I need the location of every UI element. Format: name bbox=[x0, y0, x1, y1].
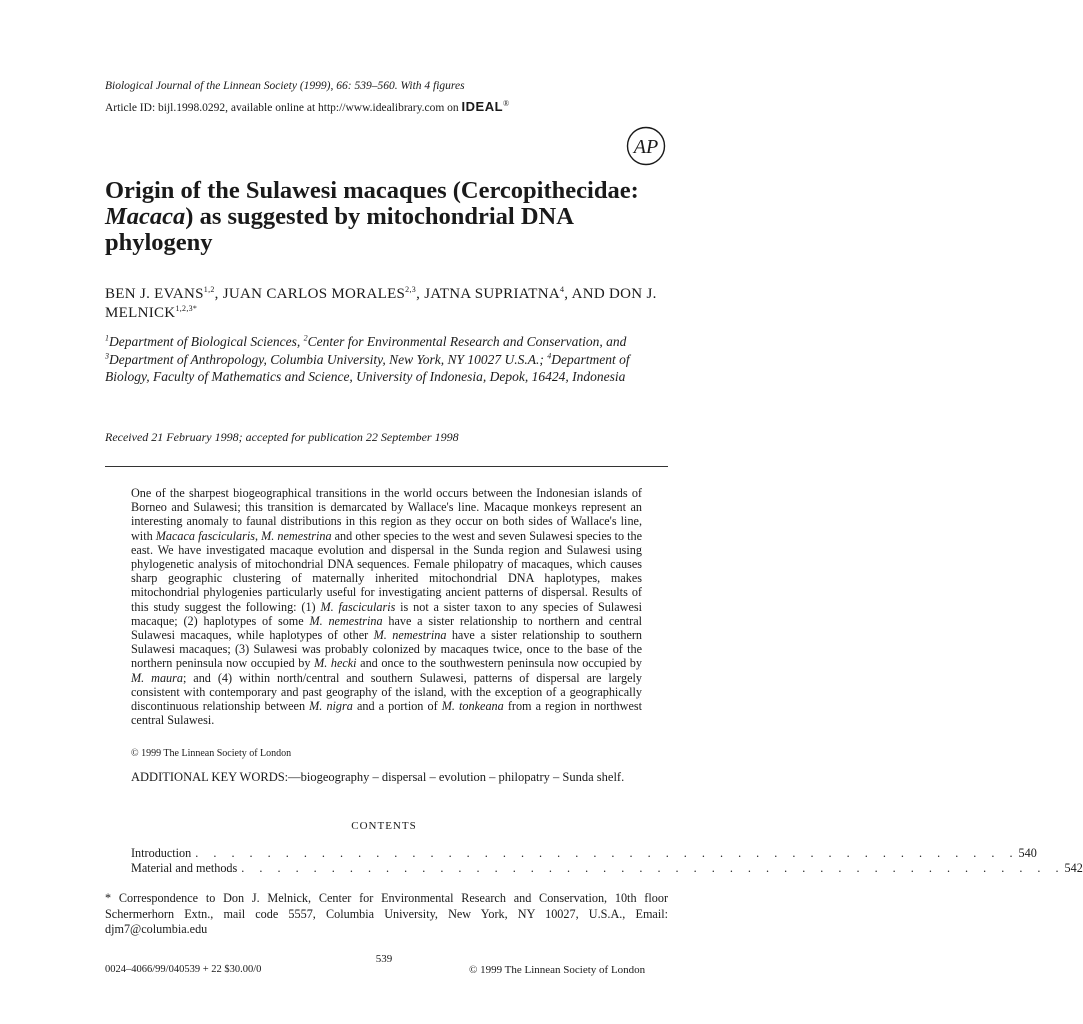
affiliation-mark: 2 bbox=[303, 333, 308, 343]
toc-label: Material and methods bbox=[131, 861, 238, 875]
author-affiliation-mark: 1,2,3* bbox=[175, 304, 198, 313]
author-name: AND DON J. MELNICK bbox=[105, 286, 657, 321]
author-name: JATNA SUPRIATNA bbox=[424, 286, 560, 302]
author-list: BEN J. EVANS$^{1,2}$, JUAN CARLOS MORALES$^{2,3}$, JATNA SUPRIATNA$^4$, AND DON J. $MELNICK^{1,2,3*}$ bbox=[105, 285, 657, 321]
article-code: 0024–4066/99/040539 + 22 $30.00/0 bbox=[105, 964, 262, 975]
correspondence-note: * Correspondence to Don J. Melnick, Center for Environmental Research and Conservation, 10th floor Schermerhorn Extn., mail code 5557, Columbia University, New York, NY 10027, U.S.A., Email: djm7@columbia.edu bbox=[105, 891, 668, 936]
author-affiliation-mark: 1,2 bbox=[203, 285, 215, 294]
contents-heading: CONTENTS bbox=[351, 820, 417, 832]
affiliations: $^1$Department of Biological Sciences, $^2$Center for Environmental Research and Conservation, and $^3$Department of Anthropology, Columbia University, New York, NY 10027 U.S.A.; $^4$Department of Biology, Faculty of Mathematics and Science, University of Indonesia, Depok, 16424, Indonesia bbox=[105, 333, 630, 384]
ideal-logo: IDEAL bbox=[461, 99, 504, 114]
footer-copyright: © 1999 The Linnean Society of London bbox=[469, 964, 646, 976]
publisher-logo-text: AP bbox=[633, 136, 659, 158]
toc-entry[interactable] bbox=[131, 861, 1083, 876]
academic-press-logo bbox=[626, 126, 666, 166]
page-number: 539 bbox=[375, 953, 393, 965]
article-id-text: Article ID: bijl.1998.0292, available online at http://www.idealibrary.com on bbox=[105, 102, 459, 114]
toc-leader: . . . . . . . . . . . . . . . . . . . . . . . . . . . . . . . . . . . . . . . . . . . . . . bbox=[195, 846, 1019, 860]
article-id-line bbox=[105, 99, 509, 116]
affiliation-mark: 1 bbox=[105, 333, 109, 343]
registered-mark: ® bbox=[503, 99, 510, 109]
toc-page: 542 bbox=[1064, 861, 1083, 875]
journal-citation: Biological Journal of the Linnean Society (1999), 66: 539–560. With 4 figures bbox=[105, 80, 465, 92]
keywords: ADDITIONAL KEY WORDS:—biogeography – dispersal – evolution – philopatry – Sunda shelf. bbox=[131, 770, 625, 784]
author-affiliation-mark: 4 bbox=[559, 285, 565, 294]
paper-title: Origin of the Sulawesi macaques (Cercopithecidae: Macaca) as suggested by mitochondrial DNA phylogeny bbox=[105, 177, 639, 256]
affiliation-mark: 4 bbox=[547, 351, 552, 360]
horizontal-rule bbox=[105, 466, 668, 467]
abstract: One of the sharpest biogeographical transitions in the world occurs between the Indonesian islands of Borneo and Sulawesi; this transition is demarcated by Wallace's line. Macaque monkeys represent an interesting anomaly to faunal distributions in this region as they occur on both sides of Wallace's line, with Macaca fascicularis, M. nemestrina and other species to the west and seven Sulawesi species to the east. We have investigated macaque evolution and dispersal in the Sunda region and Sulawesi using phylogenetic analysis of mitochondrial DNA sequences. Female philopatry of macaques, which causes sharp geographic clustering of maternally inherited mitochondrial DNA haplotypes, makes mitochondrial phylogenies particularly useful for investigating ancient patterns of dispersal. Results of this study suggest the following: (1) M. fascicularis is not a sister taxon to any species of Sulawesi macaque; (2) haplotypes of some M. nemestrina have a sister relationship to northern and central Sulawesi macaques, while haplotypes of other M. nemestrina have a sister relationship to southern Sulawesi macaques; (3) Sulawesi was probably colonized by macaques twice, once to the base of the northern peninsula now occupied by M. hecki and once to the southwestern peninsula now occupied by M. maura; and (4) within north/central and southern Sulawesi, patterns of dispersal are largely consistent with contemporary and past geography of the island, with the exception of a geographically discontinuous relationship between M. nigra and a portion of M. tonkeana from a region in northwest central Sulawesi. bbox=[131, 486, 643, 728]
affiliation-mark: 3 bbox=[105, 351, 109, 360]
received-date: Received 21 February 1998; accepted for publication 22 September 1998 bbox=[105, 430, 459, 444]
toc-leader: . . . . . . . . . . . . . . . . . . . . . . . . . . . . . . . . . . . . . . . . . . . . . . bbox=[241, 861, 1065, 875]
toc-label: Introduction bbox=[131, 846, 192, 860]
author-name: JUAN CARLOS MORALES bbox=[222, 286, 406, 302]
toc-page: 540 bbox=[1018, 846, 1037, 860]
toc-entry[interactable] bbox=[131, 846, 1037, 861]
author-name: BEN J. EVANS bbox=[105, 286, 204, 302]
author-affiliation-mark: 2,3 bbox=[405, 285, 417, 294]
abstract-copyright: © 1999 The Linnean Society of London bbox=[131, 748, 292, 759]
